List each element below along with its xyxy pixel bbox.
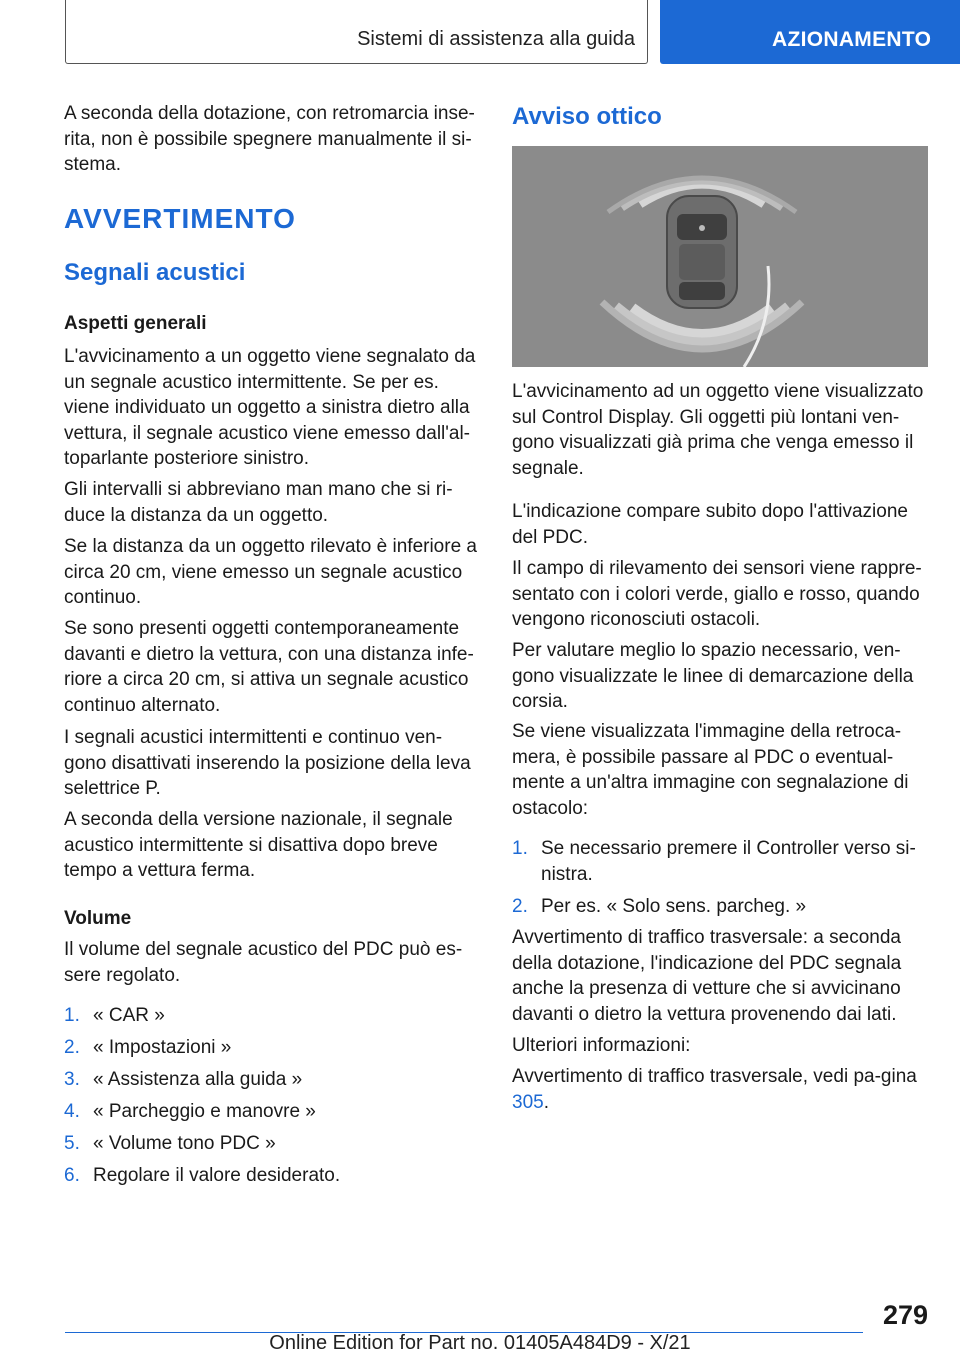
step-text: « Parcheggio e manovre » bbox=[93, 1101, 316, 1122]
step-number: 3. bbox=[64, 1069, 80, 1090]
step-number: 4. bbox=[64, 1101, 80, 1122]
step-number: 6. bbox=[64, 1165, 80, 1186]
cross-reference-paragraph bbox=[512, 1064, 930, 1115]
step-number: 1. bbox=[64, 1005, 80, 1026]
chapter-tab[interactable] bbox=[660, 0, 960, 64]
edition-footer: Online Edition for Part no. 01405A484D9 - X/21 bbox=[269, 1332, 691, 1354]
intro-paragraph: A seconda della dotazione, con retromarcia inse-rita, non è possibile spegnere manualmente il si-stema. bbox=[64, 103, 475, 175]
step-text: « CAR » bbox=[93, 1005, 165, 1026]
acoustic-signals-heading: Segnali acustici bbox=[64, 259, 246, 286]
paragraph: Se viene visualizzata l'immagine della retroca-mera, è possibile passare al PDC o eventual-mente a un'altra immagine con segnalazione di ostacolo: bbox=[512, 721, 909, 819]
display-steps-list bbox=[512, 836, 930, 919]
list-item bbox=[64, 1099, 478, 1125]
paragraph: I segnali acustici intermittenti e continuo ven-gono disattivati inserendo la posizione della leva selettrice P. bbox=[64, 727, 471, 799]
paragraph: Il campo di rilevamento dei sensori viene rappre-sentato con i colori verde, giallo e rosso, quando vengono riconosciuti ostacoli. bbox=[512, 558, 922, 630]
paragraph: Gli intervalli si abbreviano man mano che si ri-duce la distanza da un oggetto. bbox=[64, 479, 453, 526]
chapter-tab-label: AZIONAMENTO bbox=[772, 28, 932, 51]
paragraph: Ulteriori informazioni: bbox=[512, 1035, 691, 1056]
list-item bbox=[64, 1003, 478, 1029]
page-reference-link[interactable]: 305 bbox=[512, 1091, 544, 1113]
step-text: Se necessario premere il Controller verso si-nistra. bbox=[541, 838, 916, 885]
step-number: 2. bbox=[512, 895, 528, 917]
step-text: « Impostazioni » bbox=[93, 1037, 232, 1058]
list-item bbox=[64, 1067, 478, 1093]
list-item bbox=[64, 1131, 478, 1157]
page-number: 279 bbox=[882, 1300, 928, 1330]
volume-steps-list bbox=[64, 1003, 478, 1189]
paragraph: A seconda della versione nazionale, il segnale acustico intermittente si disattiva dopo breve tempo a vettura ferma. bbox=[64, 809, 453, 881]
header-section-box bbox=[65, 0, 648, 64]
general-aspects-heading: Aspetti generali bbox=[64, 313, 207, 334]
list-item bbox=[512, 894, 930, 920]
step-number: 5. bbox=[64, 1133, 80, 1154]
step-text: « Volume tono PDC » bbox=[93, 1133, 276, 1154]
step-number: 1. bbox=[512, 838, 528, 859]
paragraph: L'avvicinamento ad un oggetto viene visualizzato sul Control Display. Gli oggetti più lontani ven-gono visualizzati già prima che venga emesso il segnale. bbox=[512, 381, 924, 479]
paragraph: Avvertimento di traffico trasversale: a seconda della dotazione, l'indicazione del PDC segnala anche la presenza di vetture che si avvicinano davanti o dietro la vettura provenendo dai lati. bbox=[512, 927, 902, 1025]
step-text: Per es. « Solo sens. parcheg. » bbox=[541, 895, 807, 917]
step-number: 2. bbox=[64, 1037, 80, 1058]
paragraph: L'avvicinamento a un oggetto viene segnalato da un segnale acustico intermittente. Se per es. viene individuato un oggetto a sinistra dietro alla vettura, il segnale acustico viene emesso dall'al-toparlante posteriore sinistro. bbox=[64, 346, 476, 469]
paragraph: Se sono presenti oggetti contemporaneamente davanti e dietro la vettura, con una distanza infe-riore a circa 20 cm, si attiva un segnale acustico continuo alternato. bbox=[64, 618, 474, 716]
visual-warning-heading: Avviso ottico bbox=[512, 103, 662, 130]
pdc-display-illustration bbox=[512, 146, 928, 367]
step-text: Regolare il valore desiderato. bbox=[93, 1165, 341, 1186]
list-item bbox=[64, 1163, 478, 1189]
section-title: Sistemi di assistenza alla guida bbox=[357, 28, 635, 50]
list-item bbox=[512, 836, 930, 887]
paragraph: L'indicazione compare subito dopo l'attivazione del PDC. bbox=[512, 501, 908, 548]
volume-paragraph: Il volume del segnale acustico del PDC può es-sere regolato. bbox=[64, 939, 463, 986]
paragraph: Per valutare meglio lo spazio necessario, ven-gono visualizzate le linee di demarcazione della corsia. bbox=[512, 640, 914, 712]
volume-heading: Volume bbox=[64, 908, 132, 929]
step-text: « Assistenza alla guida » bbox=[93, 1069, 303, 1090]
reference-end: . bbox=[543, 1091, 549, 1113]
warning-heading: AVVERTIMENTO bbox=[64, 203, 296, 234]
list-item bbox=[64, 1035, 478, 1061]
reference-text: Avvertimento di traffico trasversale, vedi pa-gina bbox=[512, 1066, 917, 1087]
paragraph: Se la distanza da un oggetto rilevato è inferiore a circa 20 cm, viene emesso un segnale acustico continuo. bbox=[64, 536, 477, 608]
pdc-car-sensor-icon bbox=[512, 146, 928, 367]
